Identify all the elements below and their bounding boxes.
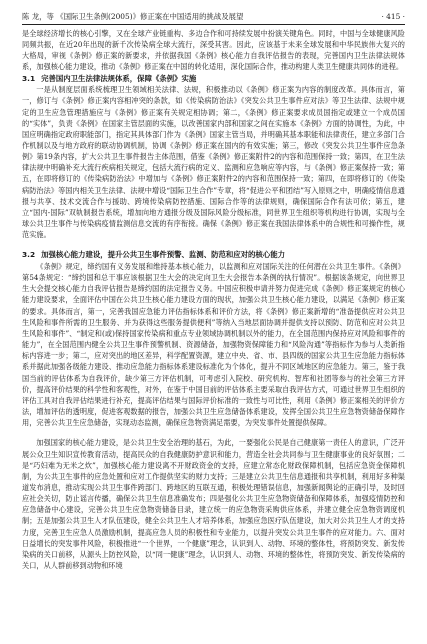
article-body (22, 28, 405, 571)
paragraph-intro-continued: 是全球经济增长的核心引擎，又在全球产业链重构、多边合作和可持续发展中扮演关键角色。同时，中国与全球健康风险同频共振，在近20年出现的新千次传染病全球大流行，深受其害。因此，应该基于未来全球发展和中华民族伟大复兴的大格局，审视《条例》修正案的新要求，并依据我国《条例》核心能力自我评估报告的表现，完善国内卫生法律法规体系，加强核心能力建设，推动《条例》修正案在中国的转化适用，深化国际合作，推动构建人类卫生健康共同体的进程。 (22, 29, 405, 72)
section-title: 加强核心能力建设，提升公共卫生事件预警、监测、防范和应对的核心能力 (41, 250, 285, 260)
running-head-title: 陈 龙，等 《国际卫生条例(2005)》修正案在中国适用的挑战及展望 (22, 12, 244, 21)
section-title: 完善国内卫生法律法规体系，保障《条例》实施 (41, 73, 197, 83)
section-heading-3-1 (22, 73, 405, 85)
section-number: 3.2 (22, 250, 36, 260)
section-heading-3-2 (22, 249, 405, 261)
paragraph-3-1: 一是从制度层面系统梳理卫生领域相关法律、法规，积极推动以《条例》修正案为内容的制度改革。具体而言，第一，修订与《条例》修正案内容相冲突的条款，如《传染病防治法》《突发公共卫生事件应对法》等卫生法律、法规中规定的卫生应急管理措施应与《条例》修正案有关规定相协调；第二，《条例》修正案要求成员国指定或建立一个成员国的“实体”，负责《条例》在国家主管层面的实施，以改善国家内部和国家之间在实施本《条例》方面的协调性，为此，中国应明确指定政府职能部门，指定其具体部门作为《条例》国家主管当局，并明确其基本职能和法律责任，建立多部门合作机制以及与地方政府的联动协调机制，协调《条例》修正案在国内的有效实施；第三，修改《突发公共卫生事件应急条例》第19条内容，扩大公共卫生事件报告主体范围，借鉴《条例》修正案附件2的内容和范围保持一致；第四，在卫生法律法规中明确补充大流行疾病相关规定，包括大流行病的定义、监测和应急响应等内容，与《条例》修正案保持一致；第五，在即将修订的《传染病防治法》中增加与《条例》修正案附件2的内容和范围保持一致；第四，在即将修订的《传染病防治法》等国内相关卫生法律、法规中增设“国际卫生合作”专章，将“促进公平和团结”写入原则之中，明确疫情信息通报与共享、技术交流合作与援助、跨境传染病防控措施、国际合作等的法律规则，确保国际合作有法可依；第五，建立“国内-国际”双轨制报告系统，增加向地方通报分级及国际风险分级标准，同世界卫生组织等机构进行协调，实现与全球公共卫生事件与传染病疫情监测信息交流的有序衔接。确保《条例》修正案在我国法律体系中的合规性和可操作性，规范实施。 (22, 85, 405, 240)
section-number: 3.1 (22, 73, 36, 83)
header-rule (22, 24, 405, 25)
spacer (22, 240, 405, 249)
page-number: · 415 · (381, 12, 405, 21)
paragraph-core-capacity: 加强国家的核心能力建设，是公共卫生安全治理的基石，为此，一要强化公民是自己健康第一责任人的意识，广泛开展公众卫生知识宣传教育活动，提高民众的自我健康防护意识和能力，营造全社会共同参与卫生健康事业的良好氛围；二是“巧妇难为无米之炊”，加强核心能力建设离不开财政资金的支持，应建立常态化财政保障机制，包括应急资金保障机制，为公共卫生事件的应急处置和应对工作提供坚实的财力支持；三是建立公共卫生信息通报和共享机制，利用好多种渠道发布消息，推动实现公共卫生事件跨部门、跨地区的互联互通，积极处理错误信息，加强新闻舆论的正确引导，及时回应社会关切，防止谣言传播，确保公共卫生信息准确发布；四是强化公共卫生应急物资储备和保障体系，加强疫情防控和应急储备中心建设，完善公共卫生应急物资储备目录，建立统一的应急物资采购供应体系，并建立健全应急物资调度机制；五是加强公共卫生人才队伍建设，健全公共卫生人才培养体系，加强应急医疗队伍建设，加大对公共卫生人才的支持力度，完善卫生应急人员激励机制，提高应急人员的积极性和专业能力，以提升突发公共卫生事件的应对能力。六、面对日益增长的突发事件风险，积极推进“一个世界，一个健康”理念，认识到人、动物、环境的整体性，将预防突发、新发传染病的关口前移，从源头上防控风险，以“同一健康”理念，认识到人、动物、环境的整体性，将预防突发、新发传染病的关口，从人群前移到动物和环境 (22, 438, 405, 571)
running-head (22, 12, 405, 22)
spacer (22, 428, 405, 437)
paragraph-3-2: 《条例》规定，缔约国有义务发展和维持基本核心能力，以监测和应对国际关注的任何潜在公共卫生事件。《条例》第54条规定：“缔约国和总干事应该根据卫生大会的决定向卫生大会报告本条例的执行情况”。根据该条规定，向世界卫生大会提交核心能力自我评估报告是缔约国的法定报告义务。中国应积极申请并努力促进完成《条例》修正案规定的核心能力建设要求，全面评估中国在公共卫生核心能力建设方面的现状，加强公共卫生核心能力建设，以满足《条例》修正案的要求。具体而言，第一，完善我国应急能力评估指标体系和评价方法，将《条例》修正案新增的“准备提供应对公共卫生风险和事件所需的卫生服务、并为获得这些服务提供便利”等纳入当地层面协调并提供支持以预防、防范和应对公共卫生风险和事件”、“制定和(或)保持国家传染病和重点专业领域协调机制以外的能力，在全国范围内保持应对风险和事件的能力”，在全国范围内健全公共卫生事件预警机制、资源储备，加强物资保障能力和“风险沟通”等指标作为参与人类新指标内容进一步；第二，应对突出的地区差异，科学配置资源，建立中央、省、市、县四级的国家公共卫生应急能力指标体系并据此加强各级能力建设、推动应急能力指标体系建设标准化为个体化，提升不同区域地区的应急能力。第三，鉴于我国当前的评估体系为自我评价，缺少第三方评估机制，可考虑引入院校、研究机构、智库和社团等参与的社会第三方评价，提高评价结果的科学性和客观性，对外，在鉴于中国目前的评估体系主要采取自我评估方式，可通过世界卫生组织的评估工具对自我评估结果进行补充，提高评估结果与国际评价标准的一致性与可比性，利用《条例》修正案相关的评价方法，增加评估的透明度，促进客观数据的报告，加强公共卫生应急储备体系建设，发挥全国公共卫生应急物资储备保障作用，完善公共卫生应急储备，实现动态监测，确保应急物资满足需要，为突发事件处置提供保障。 (22, 262, 405, 428)
